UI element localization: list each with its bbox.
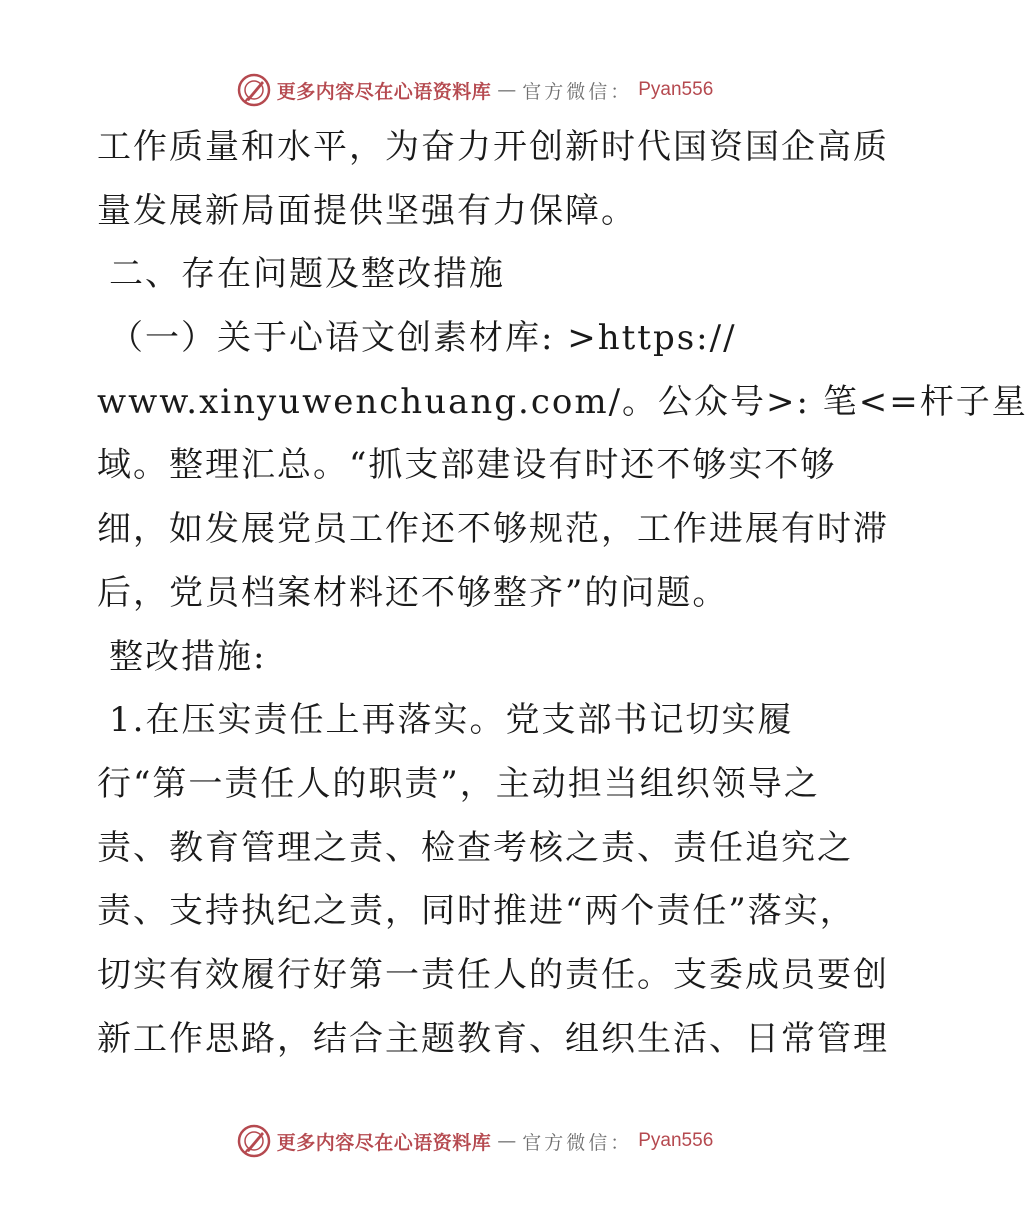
- text-line: 切实有效履行好第一责任人的责任。支委成员要创: [97, 954, 889, 995]
- watermark-dash: —: [497, 1130, 517, 1152]
- text-line: 责、教育管理之责、检查考核之责、责任追究之: [97, 827, 853, 868]
- document-body: [97, 116, 1028, 1071]
- watermark-label: 官方微信：: [522, 80, 633, 103]
- text-line: 工作质量和水平，为奋力开创新时代国资国企高质: [97, 127, 889, 167]
- quill-logo-icon: [237, 73, 271, 107]
- watermark-dash: —: [497, 79, 517, 101]
- header-watermark: [0, 70, 950, 110]
- list-item-heading: 1.在压实责任上再落实。党支部书记切实履: [109, 700, 794, 741]
- measures-heading: 整改措施:: [109, 636, 267, 677]
- text-line: 域。整理汇总。“抓支部建设有时还不够实不够: [97, 445, 837, 486]
- text-line: 行“第一责任人的职责”，主动担当组织领导之: [97, 763, 820, 804]
- footer-watermark: [0, 1121, 950, 1161]
- watermark-label: 官方微信：: [522, 1131, 633, 1154]
- subsection-heading: （一）关于心语文创素材库: >https://: [109, 318, 737, 359]
- watermark-site-text: 更多内容尽在心语资料库: [276, 80, 492, 103]
- text-line: 量发展新局面提供坚强有力保障。: [97, 190, 637, 231]
- text-line: 新工作思路，结合主题教育、组织生活、日常管理: [97, 1018, 889, 1059]
- quill-logo-icon: [237, 1124, 271, 1158]
- watermark-site-text: 更多内容尽在心语资料库: [276, 1131, 492, 1154]
- text-line: 责、支持执纪之责，同时推进“两个责任”落实，: [97, 891, 856, 932]
- text-line: 后，党员档案材料还不够整齐”的问题。: [97, 572, 729, 613]
- section-heading: 二、存在问题及整改措施: [109, 254, 505, 295]
- text-line: www.xinyuwenchuang.com/。公众号>: 笔<=杆子星: [97, 381, 1028, 422]
- watermark-id: Pyan556: [638, 1130, 714, 1151]
- text-line: 细，如发展党员工作还不够规范，工作进展有时滞: [97, 509, 889, 550]
- watermark-id: Pyan556: [638, 79, 714, 100]
